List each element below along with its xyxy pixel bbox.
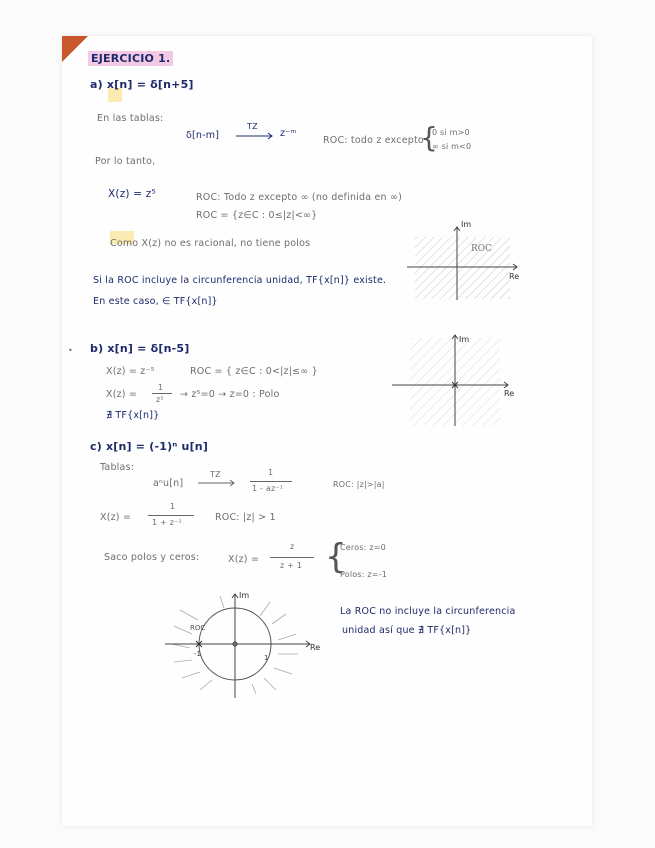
page-corner-tab bbox=[62, 36, 88, 62]
fraction-bar bbox=[270, 557, 314, 558]
part-a-heading: a) x[n] = δ[n+5] bbox=[90, 78, 194, 91]
part-c-plot-1: 1 bbox=[264, 654, 269, 662]
part-c-transform-num: 1 bbox=[268, 468, 274, 477]
part-b-plot-im: Im bbox=[459, 335, 470, 344]
part-c-transform-roc: ROC: |z|>|a| bbox=[333, 480, 385, 489]
part-a-incluye: Si la ROC incluye la circunferencia unidad, TF{x[n]} existe. bbox=[93, 275, 387, 286]
part-c-tablas: Tablas: bbox=[100, 462, 135, 473]
part-c-transform-den: 1 - az⁻¹ bbox=[252, 484, 284, 493]
part-c-xz3-left: X(z) = bbox=[228, 554, 260, 565]
part-c-polos: Polos: z=-1 bbox=[340, 570, 388, 579]
part-b-exists: ∄ TF{x[n]} bbox=[106, 410, 160, 421]
part-c-transform-arrow-label: TZ bbox=[210, 470, 221, 479]
part-c-plot-re: Re bbox=[310, 643, 321, 652]
part-a-roc-line1: ROC: Todo z excepto ∞ (no definida en ∞) bbox=[196, 192, 402, 203]
part-a-plot-im: Im bbox=[461, 220, 472, 229]
part-a-roc-label: ROC: todo z excepto bbox=[323, 135, 424, 146]
part-c-polos-intro: Saco polos y ceros: bbox=[104, 552, 200, 563]
arrow-icon bbox=[198, 479, 238, 487]
part-a-plot-re: Re bbox=[509, 272, 520, 281]
part-b-plot-re: Re bbox=[504, 389, 515, 398]
part-a-transform-right: z⁻ᵐ bbox=[280, 128, 297, 139]
arrow-icon bbox=[236, 132, 276, 140]
bullet-dot: • bbox=[68, 346, 73, 355]
part-a-transform-arrow-label: TZ bbox=[247, 122, 258, 131]
part-a-plot-roc: ROC bbox=[471, 244, 493, 254]
part-a-roc-case2: ∞ si m<0 bbox=[432, 142, 472, 151]
part-c-xz-roc: ROC: |z| > 1 bbox=[215, 512, 276, 523]
part-c-xz-num: 1 bbox=[170, 502, 176, 511]
part-b-xz2-den: z⁵ bbox=[156, 395, 164, 404]
part-c-heading: c) x[n] = (-1)ⁿ u[n] bbox=[90, 440, 209, 453]
part-c-ceros: Ceros: z=0 bbox=[340, 543, 386, 552]
part-b-xz2-right: → z⁵=0 → z=0 : Polo bbox=[180, 389, 280, 400]
part-b-roc: ROC = { z∈C : 0<|z|≤∞ } bbox=[190, 366, 318, 377]
fraction-bar bbox=[152, 393, 172, 394]
part-a-roc-case1: 0 si m>0 bbox=[432, 128, 470, 137]
part-a-caso: En este caso, ∈ TF{x[n]} bbox=[93, 296, 218, 307]
part-c-xz-den: 1 + z⁻¹ bbox=[152, 518, 182, 527]
exercise-title: EJERCICIO 1. bbox=[88, 52, 173, 65]
paper-sheet bbox=[62, 36, 592, 826]
part-b-heading: b) x[n] = δ[n-5] bbox=[90, 342, 190, 355]
part-c-plot-m1: -1 bbox=[194, 650, 201, 658]
part-c-xz3-num: z bbox=[290, 542, 295, 551]
fraction-bar bbox=[250, 481, 292, 482]
part-a-plane-plot bbox=[405, 215, 525, 305]
part-a-tablas: En las tablas: bbox=[97, 113, 164, 124]
part-c-conclusion1: La ROC no incluye la circunferencia bbox=[340, 606, 516, 617]
part-c-xz-left: X(z) = bbox=[100, 512, 132, 523]
part-a-transform-left: δ[n-m] bbox=[186, 130, 220, 141]
brace-icon: { bbox=[325, 537, 347, 577]
part-c-plot-im: Im bbox=[239, 591, 250, 600]
part-b-xz2-left: X(z) = bbox=[106, 389, 138, 400]
part-b-xz: X(z) = z⁻⁵ bbox=[106, 366, 155, 377]
part-a-roc-line2: ROC = {z∈C : 0≤|z|<∞} bbox=[196, 210, 318, 221]
part-a-por-lo-tanto: Por lo tanto, bbox=[95, 156, 156, 167]
part-a-como: Como X(z) no es racional, no tiene polos bbox=[110, 238, 311, 249]
part-a-xz: X(z) = z⁵ bbox=[108, 188, 156, 200]
part-b-plane-plot bbox=[390, 330, 520, 430]
brace-icon: { bbox=[420, 121, 438, 154]
part-c-transform-left: aⁿu[n] bbox=[153, 478, 184, 489]
part-b-xz2-num: 1 bbox=[158, 383, 164, 392]
part-c-plot-roc: ROC bbox=[190, 624, 206, 632]
fraction-bar bbox=[148, 515, 194, 516]
part-c-plane-plot bbox=[160, 590, 330, 700]
part-c-xz3-den: z + 1 bbox=[280, 561, 303, 570]
part-c-conclusion2: unidad así que ∄ TF{x[n]} bbox=[342, 625, 472, 636]
